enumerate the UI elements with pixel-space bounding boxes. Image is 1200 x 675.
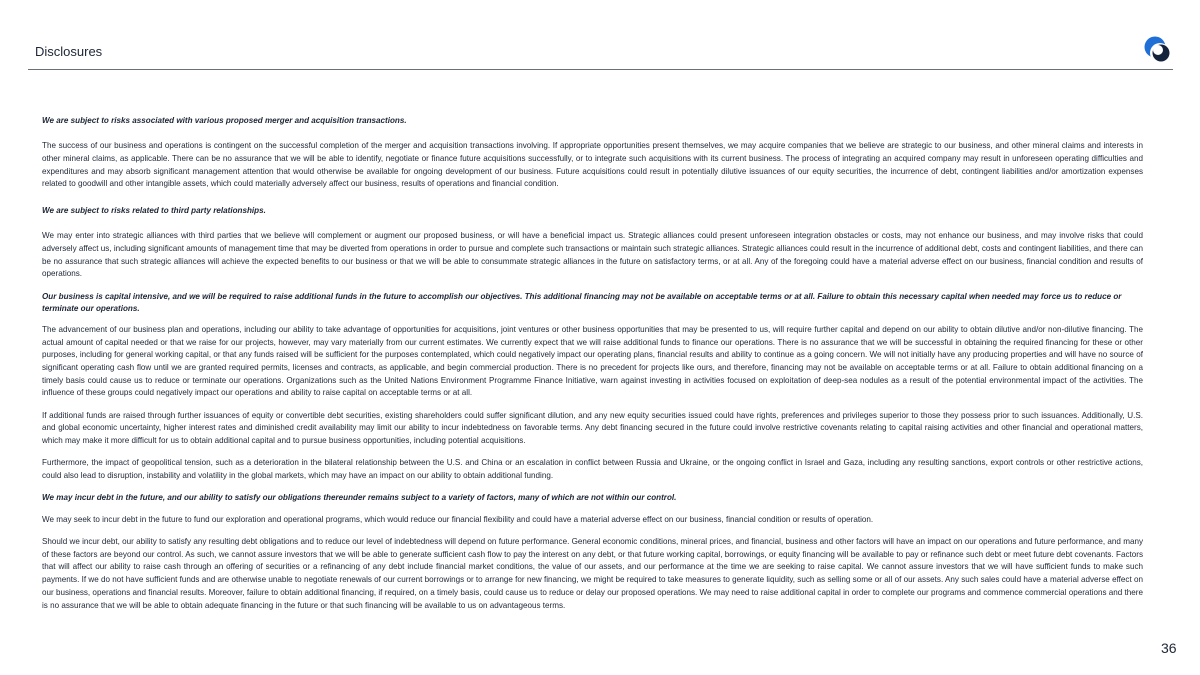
section-third-party bbox=[42, 205, 1143, 281]
section-merger-acquisition bbox=[42, 115, 1143, 191]
section-paragraph: The advancement of our business plan and operations, including our ability to take advantage of opportunities for acquisitions, joint ventures or other business opportunities that may be presented to us, will require further capital and depend on our ability to obtain dilutive and/or non-dilutive financing. The actual amount of capital needed or that we raise for our projects, however, may vary materially from our current estimates. We currently expect that we will raise additional funds to finance our operations. There is no assurance that we will be successful in obtaining the required financing for these or other purposes, including for general working capital, or that any funds raised will be sufficient for the purposes contemplated, which could negatively impact our operating plans, financial results and ability to continue as a going concern. We will not initially have any producing properties and will have no source of significant operating cash flow until we are granted required permits, licenses and contracts, as applicable, and begin commercial production. There is no precedent for projects like ours, and therefore, financing may not be available on acceptable terms or at all. Failure to obtain additional financing on a timely basis could cause us to reduce or terminate our operations. Organizations such as the United Nations Environment Programme Finance Initiative, warn against investing in activities focused on exploitation of deep-sea nodules as a result of the potential environmental impact of the activities. The influence of these groups could negatively impact our operations and ability to raise capital on acceptable terms or at all. bbox=[42, 324, 1143, 398]
page-number: 36 bbox=[1161, 640, 1177, 656]
section-heading: We are subject to risks related to third party relationships. bbox=[42, 206, 266, 216]
section-paragraph: If additional funds are raised through further issuances of equity or convertible debt securities, existing shareholders could suffer significant dilution, and any new equity securities issued could have rights, preferences and privileges superior to those they possess prior to such issuances. Additionally, U.S. and global economic uncertainty, higher interest rates and diminished credit availability may limit our ability to incur indebtedness on favorable terms. Any debt financing secured in the future could involve restrictive covenants relating to capital raising activities and other financial and operational matters, which may make it more difficult for us to obtain additional capital and to pursue business opportunities, including potential acquisitions. bbox=[42, 410, 1143, 446]
section-heading: We are subject to risks associated with various proposed merger and acquisition transactions. bbox=[42, 116, 407, 125]
section-paragraph: We may enter into strategic alliances with third parties that we believe will complement or augment our proposed business, or will have a beneficial impact us. Strategic alliances could present unforeseen integration obstacles or costs, may not enhance our business, and may involve risks that could adversely affect us, including significant amounts of management time that may be diverted from operations in order to pursue and complete such transactions or maintain such strategic alliances. Strategic alliances could result in the incurrence of additional debt, costs and contingent liabilities, and there can be no assurance that such strategic alliances will achieve the expected benefits to our business or that we will be able to consummate strategic alliances in the future on satisfactory terms, or at all. Any of the foregoing could have a material adverse effect on our business, financial condition and results of operations. bbox=[42, 231, 1143, 279]
brand-logo-icon bbox=[1142, 34, 1172, 64]
page-title: Disclosures bbox=[35, 44, 103, 59]
section-debt bbox=[42, 492, 1143, 612]
section-paragraph: Furthermore, the impact of geopolitical tension, such as a deterioration in the bilateral relationship between the U.S. and China or an escalation in conflict between Russia and Ukraine, or the ongoing conflict in Israel and Gaza, including any resulting sanctions, export controls or other restrictive actions, could also lead to disruption, instability and volatility in the global markets, which may have an impact on our ability to obtain additional funding. bbox=[42, 458, 1143, 480]
section-capital-intensive bbox=[42, 291, 1143, 483]
disclosure-body bbox=[42, 115, 1143, 622]
section-paragraph: Should we incur debt, our ability to satisfy any resulting debt obligations and to reduce our level of indebtedness will depend on future performance. General economic conditions, mineral prices, and financial, business and other factors will have an impact on our operations and future performance, and many of these factors are beyond our control. As such, we cannot assure investors that we will be able to generate sufficient cash flow to pay the interest on any debt, or that future working capital, borrowings, or equity financing will be available to pay or refinance such debt or meet future debt covenants. Factors that will affect our ability to raise cash through an offering of securities or a refinancing of any debt include financial market conditions, the value of our assets, and our performance at the time we are seeking to raise capital. We cannot assure investors that we will have sufficient funds to make such payments. If we do not have sufficient funds and are otherwise unable to negotiate renewals of our current borrowings or to arrange for new financing, we might be required to take measures to generate liquidity, such as selling some or all of our assets. Any such sales could have a material adverse effect on our business, operations and financial results. Moreover, failure to obtain additional financing, if required, on a timely basis, could cause us to reduce or delay our proposed operations. We may need to raise additional capital in order to complete our programs and commence commercial operations and there is no assurance that we will be able to obtain adequate financing in the future or that such financing will be available to us on advantageous terms. bbox=[42, 537, 1143, 610]
section-paragraph: We may seek to incur debt in the future to fund our exploration and operational programs, which would reduce our financial flexibility and could have a material adverse effect on our business, financial condition or results of operation. bbox=[42, 514, 874, 524]
section-heading: We may incur debt in the future, and our ability to satisfy our obligations thereunder remains subject to a variety of factors, many of which are not within our control. bbox=[42, 493, 677, 503]
header-divider bbox=[28, 69, 1173, 70]
section-paragraph: The success of our business and operations is contingent on the successful completion of the merger and acquisition transactions involving. If appropriate opportunities present themselves, we may acquire companies that we believe are strategic to our business, and other mineral claims and interests in other mineral claims, as applicable. There can be no assurance that we will be able to identify, negotiate or finance future acquisitions successfully, or to integrate such acquisitions with its current business. The process of integrating an acquired company may result in unforeseen operating difficulties and expenditures and may absorb significant management attention that would otherwise be available for ongoing development of our business. Future acquisitions could result in potentially dilutive issuances of our equity securities, the incurrence of debt, contingent liabilities and/or amortization expenses related to goodwill and other intangible assets, which could materially adversely affect our business, results of operations and financial condition. bbox=[42, 141, 1143, 189]
section-heading: Our business is capital intensive, and we will be required to raise additional funds in the future to accomplish our objectives. This additional financing may not be available on acceptable terms or at all. Failure to obtain this necessary capital when needed may force us to reduce or terminate our operations. bbox=[42, 291, 1122, 314]
